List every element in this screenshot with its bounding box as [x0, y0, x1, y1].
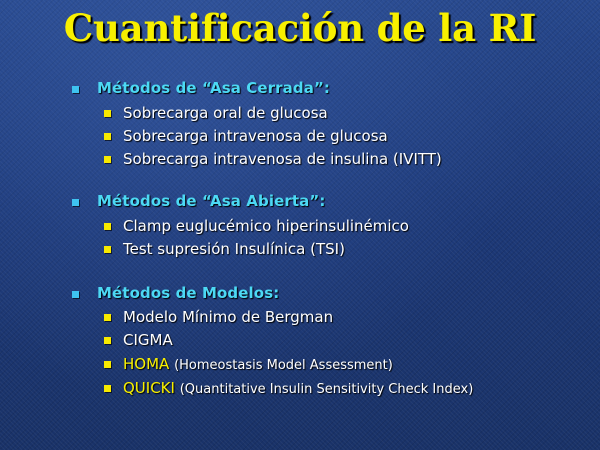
section-heading-text: Métodos de “Asa Cerrada”: [97, 79, 331, 97]
acronym-description: (Homeostasis Model Assessment) [174, 358, 393, 373]
square-bullet-icon [104, 110, 111, 117]
square-bullet-icon [72, 86, 79, 93]
square-bullet-icon [72, 291, 79, 298]
square-bullet-icon [104, 314, 111, 321]
list-item-text: Modelo Mínimo de Bergman [123, 308, 334, 326]
acronym-quicki: QUICKI [123, 379, 175, 397]
acronym-homa: HOMA [123, 355, 170, 373]
list-item-text: Test supresión Insulínica (TSI) [123, 240, 345, 258]
list-item-text: Sobrecarga oral de glucosa [123, 104, 328, 122]
section-heading-text: Métodos de Modelos: [97, 284, 280, 302]
section-heading-text: Métodos de “Asa Abierta”: [97, 192, 326, 210]
list-item-text: CIGMA [123, 331, 173, 349]
square-bullet-icon [104, 133, 111, 140]
square-bullet-icon [104, 223, 111, 230]
list-item-text [123, 355, 393, 373]
square-bullet-icon [104, 337, 111, 344]
list-item-text: Sobrecarga intravenosa de insulina (IVITT) [123, 150, 442, 168]
list-item-text [123, 379, 473, 397]
square-bullet-icon [72, 199, 79, 206]
list-item-text: Sobrecarga intravenosa de glucosa [123, 127, 388, 145]
square-bullet-icon [104, 385, 111, 392]
acronym-description: (Quantitative Insulin Sensitivity Check Index) [179, 382, 474, 397]
square-bullet-icon [104, 156, 111, 163]
list-item-text: Clamp euglucémico hiperinsulinémico [123, 217, 409, 235]
square-bullet-icon [104, 246, 111, 253]
slide-title: Cuantificación de la RI [63, 6, 537, 50]
square-bullet-icon [104, 361, 111, 368]
